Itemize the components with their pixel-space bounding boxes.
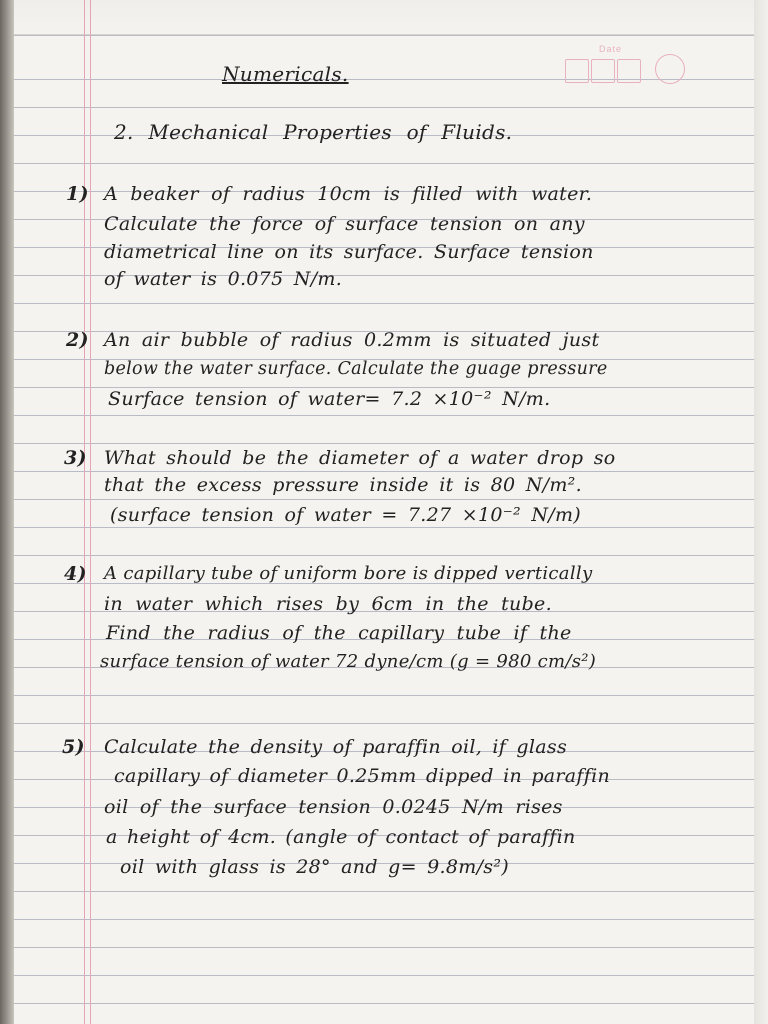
question-line: of water is 0.075 N/m. <box>104 268 343 290</box>
question-line: Calculate the force of surface tension on any <box>104 213 585 235</box>
date-cell <box>565 59 589 83</box>
question-number: 1) <box>66 183 89 205</box>
margin-line <box>90 0 91 1024</box>
question-line: a height of 4cm. (angle of contact of paraffin <box>106 826 576 848</box>
question-number: 3) <box>64 447 87 469</box>
page-top-shadow <box>0 0 768 35</box>
question-line: diametrical line on its surface. Surface tension <box>104 241 594 263</box>
question-line: An air bubble of radius 0.2mm is situated just <box>104 329 600 351</box>
page-number-circle <box>655 54 685 84</box>
question-line: A beaker of radius 10cm is filled with water. <box>104 183 593 205</box>
date-cell <box>591 59 615 83</box>
chapter-heading: 2. Mechanical Properties of Fluids. <box>114 120 513 144</box>
date-box <box>563 44 683 92</box>
question-line: below the water surface. Calculate the guage pressure <box>104 359 608 379</box>
binding-shadow <box>0 0 14 1024</box>
question-line: Calculate the density of paraffin oil, if glass <box>104 736 567 758</box>
page-right-edge <box>754 0 768 1024</box>
question-line: A capillary tube of uniform bore is dipped vertically <box>104 563 593 584</box>
margin-line <box>84 0 85 1024</box>
date-cell <box>617 59 641 83</box>
question-line: Find the radius of the capillary tube if the <box>106 622 572 644</box>
question-number: 4) <box>64 563 87 585</box>
page-title: Numericals. <box>222 62 349 86</box>
question-number: 2) <box>66 329 89 351</box>
question-line: (surface tension of water = 7.27 ×10⁻² N/m) <box>110 504 581 526</box>
question-line: oil with glass is 28° and g= 9.8m/s²) <box>120 856 509 878</box>
question-line: in water which rises by 6cm in the tube. <box>104 593 552 615</box>
question-line: capillary of diameter 0.25mm dipped in paraffin <box>114 765 611 787</box>
question-line: that the excess pressure inside it is 80 N/m². <box>104 474 582 496</box>
question-line: Surface tension of water= 7.2 ×10⁻² N/m. <box>108 388 551 410</box>
question-line: What should be the diameter of a water drop so <box>104 447 616 469</box>
question-number: 5) <box>62 736 85 758</box>
date-label: Date <box>599 44 623 54</box>
question-line: oil of the surface tension 0.0245 N/m rises <box>104 796 563 818</box>
question-line: surface tension of water 72 dyne/cm (g = 980 cm/s²) <box>100 651 597 672</box>
